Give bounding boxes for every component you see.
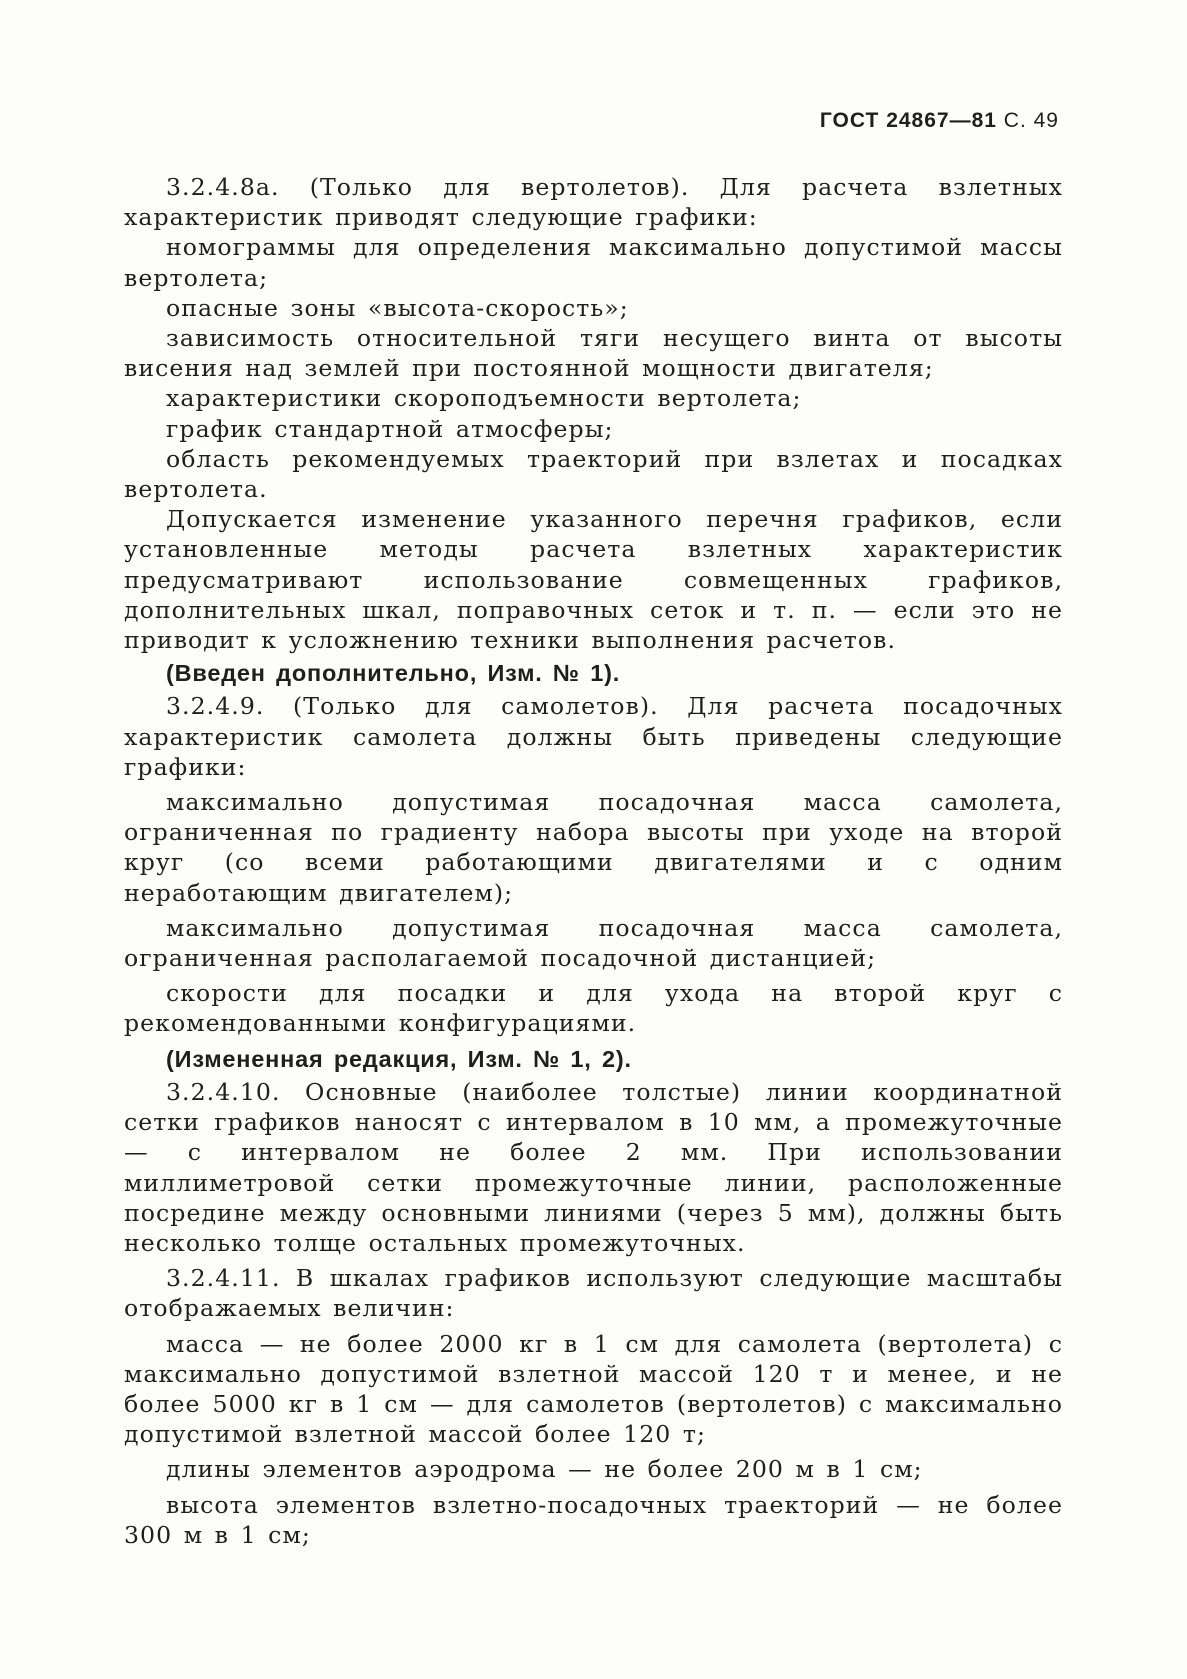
list-item-rotor-thrust: зависимость относительной тяги несущего винта от высоты висения над землей при постоянной мощности двигателя; — [124, 324, 1063, 383]
document-body — [124, 172, 1063, 1550]
page-header — [124, 108, 1059, 134]
list-item-nomograms: номограммы для определения максимально допустимой массы вертолета; — [124, 233, 1063, 292]
list-item-landing-speeds: скорости для посадки и для ухода на второй круг с рекомендованными конфигурациями. — [124, 979, 1063, 1038]
paragraph-3-2-4-11: 3.2.4.11. В шкалах графиков используют следующие масштабы отображаемых величин: — [124, 1264, 1063, 1323]
paragraph-3-2-4-9: 3.2.4.9. (Только для самолетов). Для расчета посадочных характеристик самолета должны быть приведены следующие графики: — [124, 692, 1063, 781]
list-item-height-scale: высота элементов взлетно-посадочных траекторий — не более 300 м в 1 см; — [124, 1490, 1063, 1549]
list-item-standard-atmosphere: график стандартной атмосферы; — [166, 414, 614, 443]
list-item-recommended-trajectories: область рекомендуемых траекторий при взлетах и посадках вертолета. — [124, 444, 1063, 504]
amendment-note-2: (Измененная редакция, Изм. № 1, 2). — [166, 1045, 632, 1072]
page-number: С. 49 — [1003, 109, 1059, 132]
list-item-danger-zones: опасные зоны «высота-скорость»; — [166, 293, 629, 322]
list-item-climb-rate: характеристики скороподъемности вертолета; — [166, 384, 802, 413]
amendment-note-1: (Введен дополнительно, Изм. № 1). — [166, 660, 621, 687]
list-item-aerodrome-scale: длины элементов аэродрома — не более 200 м в 1 см; — [166, 1455, 923, 1484]
list-item-landing-mass-gradient: максимально допустимая посадочная масса самолета, ограниченная по градиенту набора высоты при уходе на второй круг (со всеми работающими двигателями и с одним неработающим двигателем); — [124, 788, 1063, 907]
paragraph-3-2-4-10: 3.2.4.10. Основные (наиболее толстые) линии координатной сетки графиков наносят с интервалом в 10 мм, а промежуточные — с интервалом не более 2 мм. При использовании миллиметровой сетки промежуточные линии, расположенные посредине между основными линиями (через 5 мм), должны быть несколько толще остальных промежуточных. — [124, 1077, 1063, 1257]
paragraph-3-2-4-8a: 3.2.4.8а. (Только для вертолетов). Для расчета взлетных характеристик приводят следующие графики: — [124, 173, 1063, 232]
list-item-mass-scale: масса — не более 2000 кг в 1 см для самолета (вертолета) с максимально допустимой взлетной массой 120 т и менее, и не более 5000 кг в 1 см — для самолетов (вертолетов) с максимально допустимой взлетной массой более 120 т; — [124, 1329, 1063, 1449]
standard-number: ГОСТ 24867—81 — [819, 109, 997, 132]
paragraph-allowed-changes: Допускается изменение указанного перечня графиков, если установленные методы расчета взлетных характеристик предусматривают использование совмещенных графиков, дополнительных шкал, поправочных сеток и т. п. — если это не приводит к усложнению техники выполнения расчетов. — [124, 505, 1063, 655]
list-item-landing-mass-distance: максимально допустимая посадочная масса самолета, ограниченная располагаемой посадочной дистанцией; — [124, 913, 1063, 973]
